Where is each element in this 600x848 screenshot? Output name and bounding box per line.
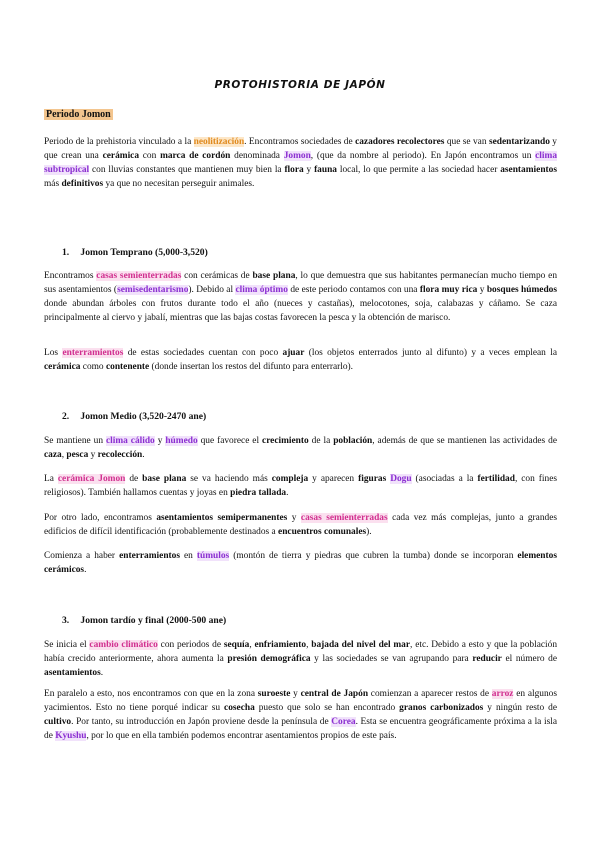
- section-title: Jomon Temprano (5,000-3,520): [80, 247, 208, 258]
- text-run: En paralelo a esto, nos encontramos con que en la zona: [44, 689, 258, 699]
- paragraph: [44, 639, 557, 681]
- highlighted-term: cerámica Jomon: [57, 474, 126, 484]
- text-run: y: [477, 284, 487, 295]
- bold-term: suroeste: [257, 689, 291, 699]
- text-run: . Encontramos sociedades de: [244, 137, 356, 147]
- bold-term: elementos cerámicos: [44, 551, 557, 575]
- paragraph: [44, 435, 557, 463]
- document-title: PROTOHISTORIA DE JAPÓN: [214, 79, 386, 91]
- bold-term: caza: [44, 449, 62, 460]
- section-title: Jomon Medio (3,520-2470 ane): [80, 411, 207, 422]
- text-run: ).: [366, 526, 372, 537]
- bold-term: asentamientos: [500, 164, 557, 175]
- text-run: donde abundan árboles con frutos durante todo el año (nueces y castañas), melocotones, soja, calabazas y cáñamo. Se caza principalmente al ciervo y jabalí, mientras que las bajas costas favorecen la pesca y la obtención de marisco.: [44, 298, 557, 323]
- highlighted-term: Dogu: [390, 474, 412, 484]
- text-run: ,: [249, 640, 255, 650]
- highlighted-term: neolitización: [193, 137, 245, 147]
- text-run: (donde insertan los restos del difunto para enterrarlo).: [149, 361, 354, 372]
- bold-term: cerámica: [102, 150, 140, 161]
- text-run: y: [88, 449, 98, 460]
- bold-term: base plana: [252, 271, 296, 281]
- bold-term: crecimiento: [262, 436, 309, 446]
- text-run: .: [84, 564, 87, 575]
- text-run: en: [180, 551, 197, 561]
- text-run: y: [290, 689, 301, 699]
- bold-term: cosecha: [224, 702, 255, 713]
- bold-term: cultivo: [44, 716, 72, 727]
- text-run: ,: [306, 640, 312, 650]
- text-run: con periodos de: [157, 640, 224, 650]
- text-run: y aparecen: [308, 474, 359, 484]
- text-run: de la: [308, 436, 334, 446]
- text-run: Los: [44, 348, 63, 358]
- bold-term: ajuar: [282, 348, 305, 358]
- bold-term: bajada del nivel del mar: [311, 640, 411, 650]
- text-run: y: [287, 513, 301, 523]
- paragraph: [44, 270, 557, 326]
- highlighted-term: clima cálido: [105, 436, 155, 446]
- text-run: ). Debido al: [188, 284, 236, 295]
- highlighted-term: cambio climático: [89, 640, 158, 650]
- bold-term: definitivos: [61, 178, 104, 189]
- bold-term: encuentros comunales: [278, 526, 367, 537]
- paragraph: [44, 347, 557, 375]
- text-run: se va haciendo más: [186, 474, 272, 484]
- text-run: .: [142, 449, 145, 460]
- bold-term: central de Japón: [300, 689, 369, 699]
- text-run: .: [286, 487, 289, 498]
- bold-term: marca de cordón: [160, 150, 231, 161]
- text-run: comienzan a aparecer restos de: [368, 689, 492, 699]
- text-run: de: [125, 474, 143, 484]
- section-title: Jomon tardío y final (2000-500 ane): [80, 615, 227, 626]
- bold-term: flora: [284, 164, 304, 175]
- bold-term: enfriamiento: [254, 640, 307, 650]
- highlighted-term: casas semienterradas: [300, 513, 388, 523]
- highlighted-term: casas semienterradas: [96, 271, 182, 281]
- section-number: 2.: [62, 411, 70, 422]
- bold-term: base plana: [142, 474, 187, 484]
- intro-paragraph: [44, 136, 557, 192]
- bold-term: fertilidad: [477, 474, 515, 484]
- highlighted-term: túmulos: [196, 551, 230, 561]
- paragraph: [44, 550, 557, 578]
- text-run: con: [139, 150, 161, 161]
- text-run: Se inicia el: [44, 640, 90, 650]
- bold-term: presión demográfica: [227, 653, 311, 664]
- bold-term: población: [333, 436, 373, 446]
- text-run: el número de: [501, 653, 557, 664]
- text-run: , (que da nombre al periodo). En Japón encontramos un: [310, 150, 536, 161]
- section-heading-2: [62, 411, 206, 422]
- bold-term: contenente: [105, 361, 150, 372]
- text-run: (montón de tierra y piedras que cubren la tumba) donde se incorporan: [229, 551, 518, 561]
- highlighted-term: clima subtropical: [44, 150, 558, 175]
- text-run: local, lo que permite a las sociedad hacer: [337, 164, 501, 175]
- text-run: cada vez más complejas, junto a grandes edificios de difícil identificación (probablemente destinados a: [44, 513, 558, 537]
- text-run: (los objetos enterrados junto al difunto) y a veces emplean la: [304, 348, 557, 358]
- bold-term: granos carbonizados: [399, 702, 484, 713]
- bold-term: compleja: [271, 474, 309, 484]
- text-run: y las sociedades se van agrupando para: [310, 653, 473, 664]
- bold-term: cerámica: [44, 361, 81, 372]
- highlighted-term: enterramientos: [62, 348, 124, 358]
- section-number: 1.: [62, 247, 70, 258]
- text-run: , además de que se mantienen las actividades de: [372, 436, 557, 446]
- text-run: La: [44, 474, 58, 484]
- text-run: con cerámicas de: [181, 271, 253, 281]
- highlighted-term: semisedentarismo: [117, 284, 189, 295]
- bold-term: recolección: [97, 449, 143, 460]
- text-run: y: [154, 436, 166, 446]
- text-run: Se mantiene un: [44, 436, 106, 446]
- highlighted-term: Jomon: [283, 150, 311, 161]
- text-run: .: [100, 667, 104, 678]
- text-run: de este periodo contamos con una: [287, 284, 420, 295]
- text-run: y ningún resto de: [483, 702, 557, 713]
- bold-term: asentamientos: [44, 667, 101, 678]
- text-run: como: [80, 361, 106, 372]
- text-run: ,: [61, 449, 67, 460]
- text-run: ya que no necesitan perseguir animales.: [103, 178, 255, 189]
- text-run: más: [44, 178, 62, 189]
- text-run: (asociadas a la: [411, 474, 478, 484]
- text-run: . Esta se encuentra geográficamente próxima a la isla de: [44, 716, 557, 741]
- text-run: Periodo de la prehistoria vinculado a la: [44, 137, 194, 147]
- section-heading-3: [62, 615, 226, 626]
- highlighted-term: Corea: [331, 716, 356, 727]
- text-run: Por otro lado, encontramos: [44, 513, 157, 523]
- highlighted-term: Kyushu: [55, 730, 87, 741]
- bold-term: enterramientos: [119, 551, 180, 561]
- text-run: , lo que demuestra que sus habitantes permanecían mucho tiempo en sus asentamientos (: [44, 271, 558, 295]
- text-run: Comienza a haber: [44, 551, 120, 561]
- section-number: 3.: [62, 615, 70, 626]
- text-run: puesto que solo se han encontrado: [254, 702, 400, 713]
- text-run: que favorece el: [197, 436, 263, 446]
- bold-term: bosques húmedos: [486, 284, 557, 295]
- text-run: en algunos yacimientos. Esto no tiene porqué indicar su: [44, 689, 557, 713]
- text-run: , con fines religiosos). También hallamos cuentas y joyas en: [44, 474, 558, 498]
- bold-term: figuras: [358, 474, 387, 484]
- bold-term: reducir: [472, 653, 502, 664]
- text-run: y que crean una: [44, 137, 557, 161]
- text-run: con lluvias constantes que mantienen muy bien la: [89, 164, 285, 175]
- section-heading-1: [62, 247, 208, 258]
- text-run: , por lo que en ella también podemos encontrar asentamientos propios de este país.: [86, 730, 397, 741]
- paragraph: [44, 473, 557, 501]
- paragraph: [44, 512, 557, 540]
- bold-term: asentamientos semipermanentes: [156, 513, 288, 523]
- text-run: de estas sociedades cuentan con poco: [123, 348, 283, 358]
- text-run: denominada: [230, 150, 284, 161]
- highlighted-term: húmedo: [165, 436, 198, 446]
- bold-term: pesca: [66, 449, 89, 460]
- highlighted-term: arroz: [491, 689, 514, 699]
- paragraph: [44, 688, 557, 744]
- text-run: . Por tanto, su introducción en Japón proviene desde la península de: [71, 716, 332, 727]
- bold-term: fauna: [314, 164, 337, 175]
- highlighted-term: clima óptimo: [235, 284, 288, 295]
- period-label: Periodo Jomon: [46, 109, 111, 120]
- text-run: que se van: [444, 137, 489, 147]
- bold-term: sequía: [223, 640, 250, 650]
- bold-term: cazadores recolectores: [355, 137, 445, 147]
- text-run: y: [303, 164, 315, 175]
- bold-term: flora muy rica: [419, 284, 478, 295]
- bold-term: sedentarizando: [488, 137, 550, 147]
- bold-term: piedra tallada: [230, 487, 287, 498]
- text-run: Encontramos: [44, 271, 97, 281]
- text-run: , etc. Debido a esto y que la población había crecido anteriormente, ahora aumenta la: [44, 640, 558, 664]
